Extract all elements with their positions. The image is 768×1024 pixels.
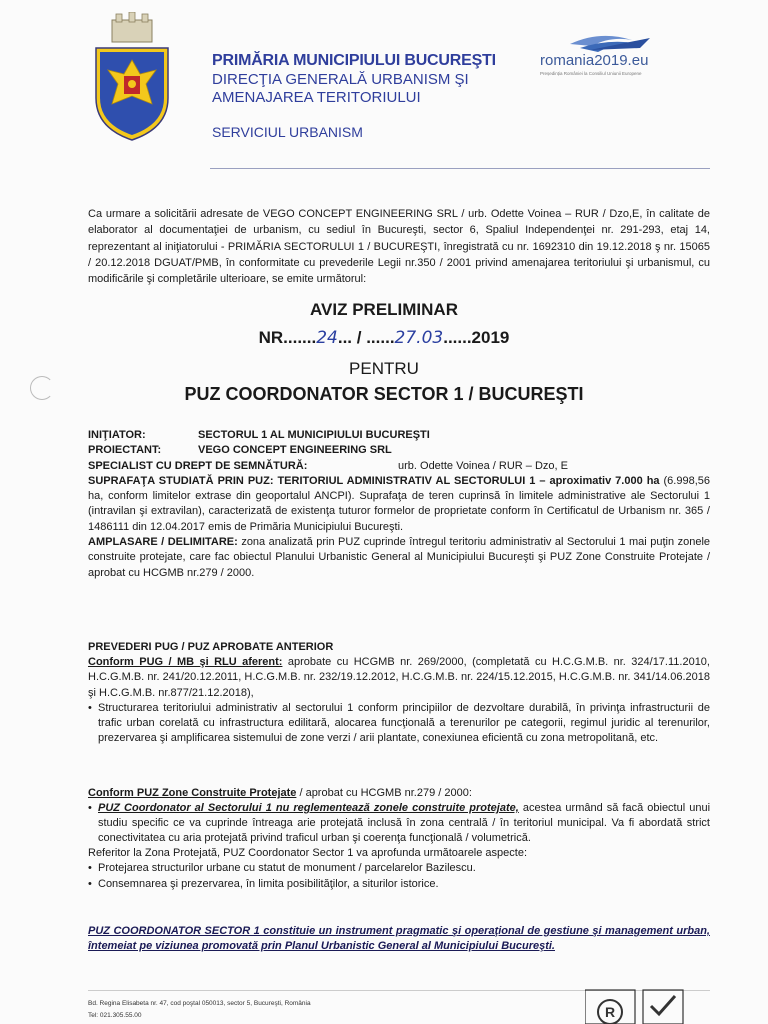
intro-paragraph: Ca urmare a solicitării adresate de VEGO CONCEPT ENGINEERING SRL / urb. Odette Voinea – RUR / Dzo,E, în calitate de elaborator al documentaţiei de urbanism, cu sediul în Bucureşti, sector 6, Spaliul Independenţei nr. 291-293, etaj 14, reprezentant al iniţiatorului - PRIMĂRIA SECTORULUI 1 / BUCUREŞTI, înregistrată cu nr. 1692310 din 19.12.2018 ş nr. 15065 / 20.12.2018 DGUAT/PMB, în conformitate cu prevederile Legii nr.350 / 2001 privind amenajarea teritoriului şi urbanismul, cu modificările şi completările ulterioare, se emite următorul: [88,208,710,286]
prevederi-section [88,640,710,746]
svg-text:R: R [605,1004,616,1020]
amplasare-label: AMPLASARE / DELIMITARE: [88,536,238,549]
bullet-icon: • [88,862,92,875]
amplasare-paragraph [88,535,710,581]
footer [88,998,311,1022]
pug-bullet [88,701,710,747]
nr-handwritten-number: 24 [316,328,338,348]
romania2019-logo-subtitle: Președinția României la Consiliul Uniunii Europene [540,71,642,76]
direction-line-1: DIRECŢIA GENERALĂ URBANISM ŞI [212,71,469,88]
suprafata-label: SUPRAFAŢA STUDIATĂ PRIN PUZ: TERITORIUL ADMINISTRATIV AL SECTORULUI 1 – aproximativ 7.000 ha [88,474,660,487]
specialist-value: urb. Odette Voinea / RUR – Dzo, E [398,459,568,472]
suprafata-paragraph [88,474,710,535]
bucharest-coat-of-arms [90,12,174,144]
puz-protejate-section [88,786,710,892]
pug-label: Conform PUG / MB şi RLU aferent: [88,656,283,669]
puz-bullet-1-text: acestea urmând să facă obiectul unui studiu specific ce va cuprinde întreaga arie protejată inclusă în zona centrală / în teritoriul municipal. Va fi abordată strict conectivitatea cu aria protejată privind traficul urban şi coerenţa funcţională / volumetrică. [98,802,711,845]
puz-bullet-1-emphasis: PUZ Coordonator al Sectorului 1 nu reglementează zonele construite protejate, [98,802,519,815]
pug-paragraph [88,655,710,701]
initiator-row [88,428,710,443]
footer-tel: Tel: 021.305.55.00 [88,1012,142,1019]
header-divider [210,168,710,169]
puz-bullet-1 [88,801,710,846]
nr-handwritten-date: 27.03 [394,328,444,348]
amplasare-value: zona analizată prin PUZ cuprinde întregul teritoriu administrativ al Sectorului 1 mai puţin zonele construite protejate, care fac obiectul Planului Urbanistic General al Municipiului Bucureşti şi PUZ Zone Construite Protejate / aprobat cu HCGMB nr.279 / 2000. [88,536,711,579]
puz-label-suffix: / aprobat cu HCGMB nr.279 / 2000: [296,787,472,799]
prevederi-heading: PREVEDERI PUG / PUZ APROBATE ANTERIOR [88,641,334,653]
footer-address: Bd. Regina Elisabeta nr. 47, cod poştal 050013, sector 5, Bucureşti, România [88,1000,311,1007]
bullet-icon: • [88,701,92,714]
puz-label: Conform PUZ Zone Construite Protejate [88,787,297,799]
bullet-icon: • [88,802,92,815]
bullet-icon: • [88,877,92,890]
direction-line-2: AMENAJAREA TERITORIULUI [212,89,421,106]
pug-value: aprobate cu HCGMB nr. 269/2000, (completată cu H.C.G.M.B. nr. 324/17.11.2010, H.C.G.M.B. nr. 241/20.12.2011, H.C.G.M.B. nr. 232/19.12.2012, H.C.G.M.B. nr. 224/15.12.2015, H.C.G.M.B. nr. 341/14.06.2018 şi H.C.G.M.B. nr.877/21.12.2018), [88,656,710,699]
institution-header [212,52,496,140]
proiectant-value: VEGO CONCEPT ENGINEERING SRL [198,444,392,457]
puz-bullet-2-text: Protejarea structurilor urbane cu statut de monument / parcelarelor Bazilescu. [98,862,476,875]
puz-heading [88,786,710,801]
nr-year: ......2019 [443,328,510,347]
initiator-label: INIŢIATOR: [88,429,146,441]
suprafata-value: (6.998,56 ha, conform limitelor extrase din geoportalul ANCPI). Suprafaţa de teren cuprinsă în limitele administrative ale Sectorului 1 (intravilan şi extravilan), caracterizată de existenţa tuturor formelor de proprietate conform în Certificatul de Urbanism nr. 365 / 1486111 din 12.04.2017 emis de Primăria Municipiului Bucureşti. [88,474,710,533]
nr-prefix: NR....... [258,328,317,347]
puz-bullet-3 [88,877,710,892]
specialist-row [88,459,710,474]
puz-bullet-2 [88,861,710,876]
project-info [88,428,710,581]
initiator-value: SECTORUL 1 AL MUNICIPIULUI BUCUREŞTI [198,429,430,441]
puz-bullet-3-text: Consemnarea şi prezervarea, în limita posibilităţilor, a siturilor istorice. [98,877,439,890]
final-statement: PUZ COORDONATOR SECTOR 1 constituie un instrument pragmatic şi operaţional de gestiune şi management urban, întemeiat pe viziunea promovată prin Planul Urbanistic General al Municipiului Bucureşti. [88,925,710,953]
service-name: SERVICIUL URBANISM [212,124,363,140]
nr-separator: ... / ...... [337,328,395,347]
proiectant-row [88,443,710,458]
document-title: AVIZ PRELIMINAR [310,300,458,319]
document-number [0,328,768,348]
pug-bullet-text: Structurarea teritoriului administrativ al sectorului 1 conform principiilor de dezvoltare durabilă, în privinţa infrastructurii de trafic urban corelată cu infrastructura edilitară, alocarea funcţională a terenurilor pe categorii, regimul juridic al terenurilor, prezervarea şi amplificarea sistemului de zone verzi / arii plantate, conexiunea eficientă cu zona metropolitană, etc. [98,701,710,745]
proiectant-label: PROIECTANT: [88,444,162,457]
document-subject: PUZ COORDONATOR SECTOR 1 / BUCUREŞTI [184,384,584,404]
certification-logo-icon [585,988,695,1024]
pentru-label: PENTRU [349,359,419,378]
romania2019-logo-text: romania2019.eu [540,52,649,69]
puz-refer: Referitor la Zona Protejată, PUZ Coordonator Sector 1 va aprofunda următoarele aspecte: [88,847,528,860]
specialist-label: SPECIALIST CU DREPT DE SEMNĂTURĂ: [88,459,308,472]
institution-name: PRIMĂRIA MUNICIPIULUI BUCUREŞTI [212,52,496,69]
